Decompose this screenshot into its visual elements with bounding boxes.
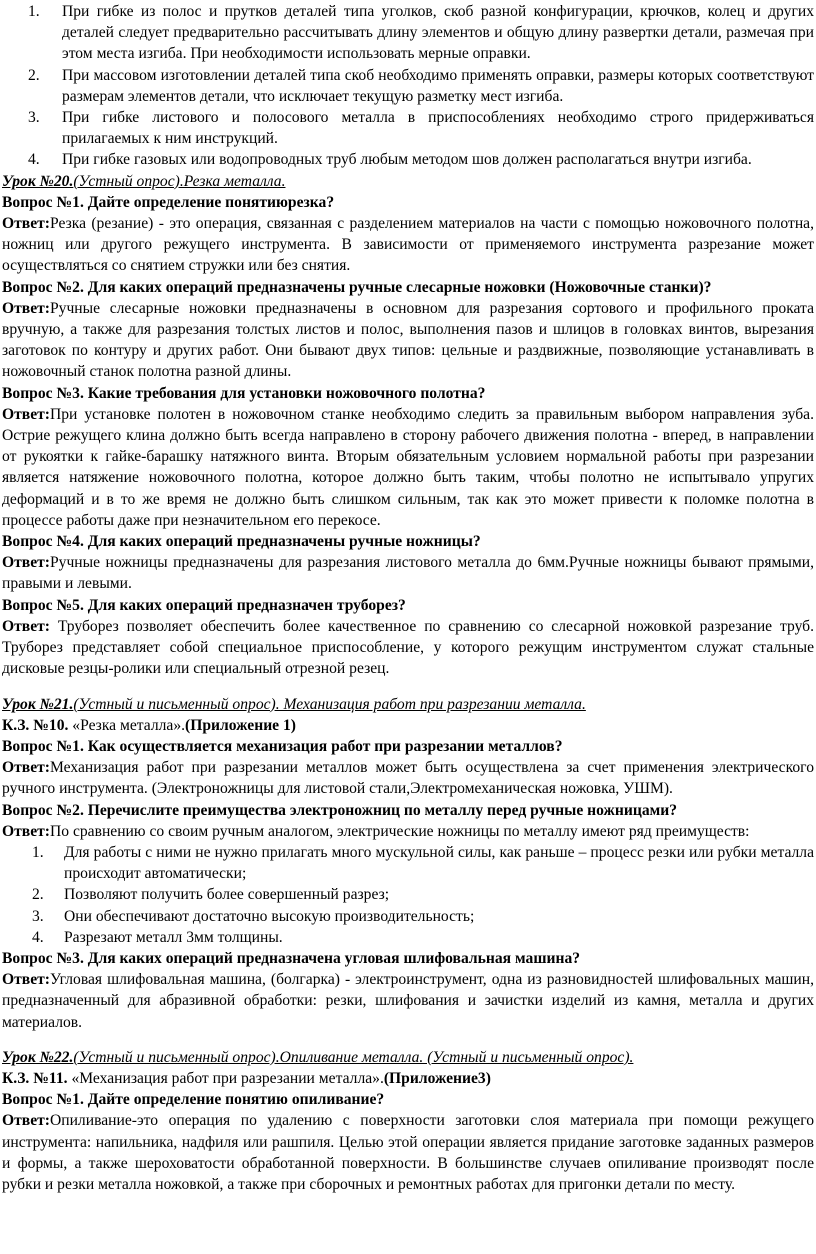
- answer: Ответ: Труборез позволяет обеспечить более качественное по сравнению со слесарной ножовкой разрезание труб. Труборез представляет собой специальное приспособление, у которого режущим инструментом служат стальные дисковые резцы-ролики или специальный отрезной резец.: [2, 617, 814, 678]
- list-item: 1. Для работы с ними не нужно прилагать много мускульной силы, как раньше – процесс резки или рубки металла происходит автоматически;: [32, 843, 814, 883]
- lesson-22-heading: Урок №22.(Устный и письменный опрос).Опиливание металла. (Устный и письменный опрос).: [2, 1048, 634, 1066]
- list-item: 4. При гибке газовых или водопроводных труб любым методом шов должен располагаться внутри изгиба.: [28, 151, 752, 169]
- control-task: К.З. №10. «Резка металла».(Приложение 1): [2, 716, 296, 734]
- question: Вопрос №2. Для каких операций предназначены ручные слесарные ножовки (Ножовочные станки)?: [2, 278, 712, 296]
- bending-rules-list: [2, 1, 814, 171]
- list-item: 3. При гибке листового и полосового металла в приспособлениях необходимо строго придерживаться прилагаемых к ним инструкций.: [28, 109, 814, 148]
- answer: Ответ:Резка (резание) - это операция, связанная с разделением материалов на части с помощью ножовочного полотна, ножниц или другого режущего инструмента. В зависимости от применяемого инструмента разрезание может осуществляться со снятием стружки или без снятия.: [2, 215, 814, 275]
- answer: Ответ:Ручные слесарные ножовки предназначены в основном для разрезания сортового и профильного проката вручную, а также для разрезания толстых листов и полос, выполнения пазов и шлицов в головках винтов, вырезания заготовок по контуру и других работ. Они бывают двух типов: цельные и раздвижные, позволяющие устанавливать в ножовочный станок полотна разной длины.: [2, 299, 814, 381]
- answer: Ответ:Механизация работ при разрезании металлов может быть осуществлена за счет применения электрического ручного инструмента. (Электроножницы для листовой стали,Электромеханическая ножовка, УШМ).: [2, 759, 814, 798]
- question: Вопрос №1. Как осуществляется механизация работ при разрезании металлов?: [2, 737, 563, 755]
- spacer: [2, 1033, 814, 1047]
- list-item: 2. При массовом изготовлении деталей типа скоб необходимо применять оправки, размеры которых соответствуют размерам элементов детали, что исключает текущую разметку мест изгиба.: [28, 66, 814, 105]
- answer: Ответ:По сравнению со своим ручным аналогом, электрические ножницы по металлу имеют ряд преимуществ:: [2, 822, 750, 840]
- advantages-list: [2, 842, 814, 948]
- list-item: 3. Они обеспечивают достаточно высокую производительность;: [32, 907, 475, 925]
- answer: Ответ:Угловая шлифовальная машина, (болгарка) - электроинструмент, одна из разновидностей шлифовальных машин, предназначенный для абразивной обработки: резки, шлифования и зачистки изделий из камня, металла и других материалов.: [2, 971, 814, 1031]
- question: Вопрос №1. Дайте определение понятиюрезка?: [2, 193, 335, 211]
- answer: Ответ:Ручные ножницы предназначены для разрезания листового металла до 6мм.Ручные ножницы бывают прямыми, правыми и левыми.: [2, 554, 814, 593]
- control-task: К.З. №11. «Механизация работ при разрезании металла».(Приложение3): [2, 1069, 491, 1087]
- lesson-21-heading: Урок №21.(Устный и письменный опрос). Механизация работ при разрезании металла.: [2, 695, 586, 713]
- list-item: 4. Разрезают металл 3мм толщины.: [32, 928, 283, 946]
- list-item: 1. При гибке из полос и прутков деталей типа уголков, скоб разной конфигурации, крючков, колец и других деталей следует предварительно рассчитывать длину элементов и общую длину развертки детали, размечая при этом места изгиба. При необходимости использовать мерные оправки.: [28, 3, 814, 63]
- question: Вопрос №5. Для каких операций предназначен труборез?: [2, 596, 406, 614]
- lesson-20-heading: Урок №20.(Устный опрос).Резка металла.: [2, 172, 286, 190]
- answer: Ответ:Опиливание-это операция по удалению с поверхности заготовки слоя материала при помощи режущего инструмента: напильника, надфиля или рашпиля. Целью этой операции является придание заготовке заданных размеров и формы, а также шероховатости обработанной поверхности. В большинстве случаев опиливание производят после рубки и резки металла ножовкой, а также при сборочных и ремонтных работах для пригонки детали по месту.: [2, 1112, 814, 1193]
- spacer: [2, 680, 814, 694]
- question: Вопрос №1. Дайте определение понятию опиливание?: [2, 1091, 385, 1109]
- answer: Ответ:При установке полотен в ножовочном станке необходимо следить за правильным выбором направления зуба. Острие режущего клина должно быть всегда направлено в сторону рабочего движения полотна - вперед, в направлении от рукоятки к гайке-барашку натяжного винта. Вторым обязательным условием нормальной работы при разрезании является натяжение ножовочного полотна, которое должно быть таким, чтобы полотно не испытывало упругих деформаций и в то же время не должно быть слишком сильным, так как это может привести к поломке полотна в процессе работы даже при незначительном его перекосе.: [2, 405, 814, 529]
- question: Вопрос №3. Для каких операций предназначена угловая шлифовальная машина?: [2, 949, 581, 967]
- question: Вопрос №4. Для каких операций предназначены ручные ножницы?: [2, 533, 481, 551]
- list-item: 2. Позволяют получить более совершенный разрез;: [32, 886, 390, 904]
- question: Вопрос №3. Какие требования для установки ножовочного полотна?: [2, 384, 486, 402]
- question: Вопрос №2. Перечислите преимущества электроножниц по металлу перед ручные ножницами?: [2, 801, 678, 819]
